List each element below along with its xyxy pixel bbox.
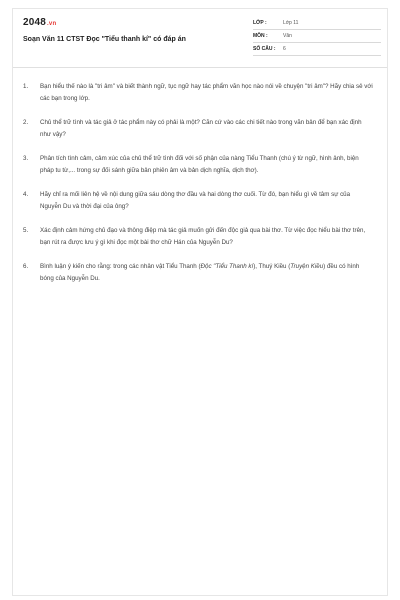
question-text: Phân tích tình cảm, cảm xúc của chủ thể trữ tình đối với số phận của nàng Tiểu Thanh (chú ý từ ngữ, hình ảnh, biện pháp tu từ,... trong sự đối sánh giữa bản phiên âm và bản dịch nghĩa, dịch thơ). <box>40 155 359 174</box>
document-header <box>13 9 387 67</box>
question-item <box>23 81 373 105</box>
meta-row-count <box>253 43 381 56</box>
question-item <box>23 261 373 285</box>
question-item <box>23 189 373 213</box>
meta-value: 6 <box>283 46 286 52</box>
work-title: Truyện Kiều <box>290 263 324 270</box>
document-page <box>12 8 388 596</box>
question-text: Hãy chỉ ra mối liên hệ về nội dung giữa sáu dòng thơ đầu và hai dòng thơ cuối. Từ đó, bạn hiểu gì về tâm sự của Nguyễn Du và thời đại của ông? <box>40 191 351 210</box>
meta-key: LỚP : <box>253 20 267 26</box>
question-text <box>40 261 373 285</box>
question-item <box>23 117 373 141</box>
question-text: Chủ thể trữ tình và tác giả ở tác phẩm này có phải là một? Căn cứ vào các chi tiết nào trong văn bản để bạn xác định như vậy? <box>40 119 362 138</box>
question-number: 6. <box>23 263 29 270</box>
question-text-part: Bình luận ý kiến cho rằng: trong các nhân vật Tiểu Thanh ( <box>40 263 201 270</box>
site-logo[interactable] <box>23 17 56 28</box>
question-number: 3. <box>23 155 29 162</box>
meta-row-grade <box>253 17 381 30</box>
question-list <box>23 81 373 297</box>
question-item <box>23 225 373 249</box>
question-number: 4. <box>23 191 29 198</box>
logo-text: 2048 <box>23 17 47 28</box>
meta-key: SỐ CÂU : <box>253 46 276 52</box>
question-text-part: ), Thuý Kiều ( <box>253 263 291 270</box>
question-text: Xác định cảm hứng chủ đạo và thông điệp mà tác giả muốn gửi đến độc giả qua bài thơ. Từ việc đọc hiểu bài thơ trên, bạn rút ra được lưu ý gì khi đọc một bài thơ chữ Hán của Nguyễn Du? <box>40 227 366 246</box>
question-number: 5. <box>23 227 29 234</box>
work-title: Độc "Tiểu Thanh kí <box>200 263 254 270</box>
logo-suffix: .vn <box>47 21 57 27</box>
document-title: Soạn Văn 11 CTST Đọc "Tiểu thanh kí" có đáp án <box>23 36 186 43</box>
question-number: 1. <box>23 83 29 90</box>
header-divider <box>13 67 387 68</box>
meta-value: Lớp 11 <box>283 20 299 26</box>
meta-row-subject <box>253 30 381 43</box>
question-text: Bạn hiểu thế nào là "tri âm" và biết thành ngữ, tục ngữ hay tác phẩm văn học nào nói về chuyện "tri âm"? Hãy chia sẻ với các bạn trong lớp. <box>40 83 373 102</box>
question-text-part: ) đều có hình bóng của Nguyễn Du. <box>40 263 360 282</box>
meta-key: MÔN : <box>253 33 268 39</box>
document-meta <box>253 17 381 56</box>
meta-value: Văn <box>283 33 292 39</box>
question-item <box>23 153 373 177</box>
question-number: 2. <box>23 119 29 126</box>
